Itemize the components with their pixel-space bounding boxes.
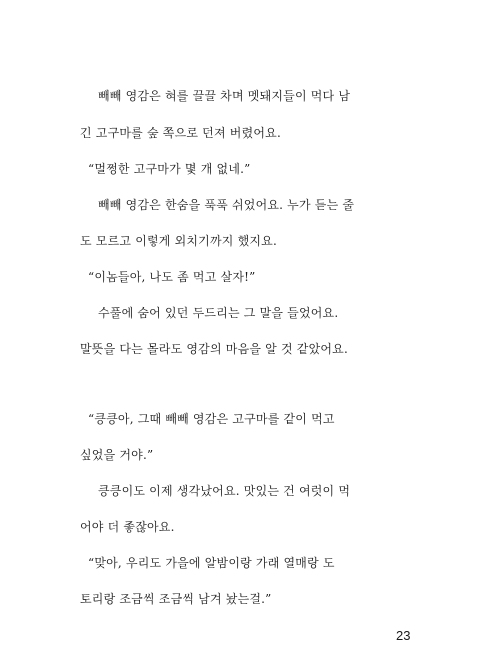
text-line: 수풀에 숨어 있던 두드리는 그 말을 들었어요. xyxy=(98,306,339,320)
text-line: 빼빼 영감은 한숨을 푹푹 쉬었어요. 누가 듣는 줄 xyxy=(98,198,355,212)
text-line: 킁킁이도 이제 생각났어요. 맛있는 건 여럿이 먹 xyxy=(98,484,351,498)
text-line: 말뜻을 다는 몰라도 영감의 마음을 알 것 같았어요. xyxy=(80,342,348,356)
text-line: 토리랑 조금씩 조금씩 남겨 놨는걸.” xyxy=(80,592,272,606)
text-line: “이놈들아, 나도 좀 먹고 살자!” xyxy=(88,270,256,284)
text-line: 긴 고구마를 숲 쪽으로 던져 버렸어요. xyxy=(80,126,281,140)
text-line: “맞아, 우리도 가을에 알밤이랑 가래 열매랑 도 xyxy=(88,556,335,570)
page-number: 23 xyxy=(396,628,411,643)
text-line: 어야 더 좋잖아요. xyxy=(80,520,175,534)
text-line: “멀쩡한 고구마가 몇 개 없네.” xyxy=(88,162,251,176)
text-line: “킁킁아, 그때 빼빼 영감은 고구마를 같이 먹고 xyxy=(88,412,335,426)
text-line: 싶었을 거야.” xyxy=(80,448,154,462)
text-line: 도 모르고 이렇게 외치기까지 했지요. xyxy=(80,234,277,248)
text-line: 빼빼 영감은 혀를 끌끌 차며 멧돼지들이 먹다 남 xyxy=(98,89,351,103)
